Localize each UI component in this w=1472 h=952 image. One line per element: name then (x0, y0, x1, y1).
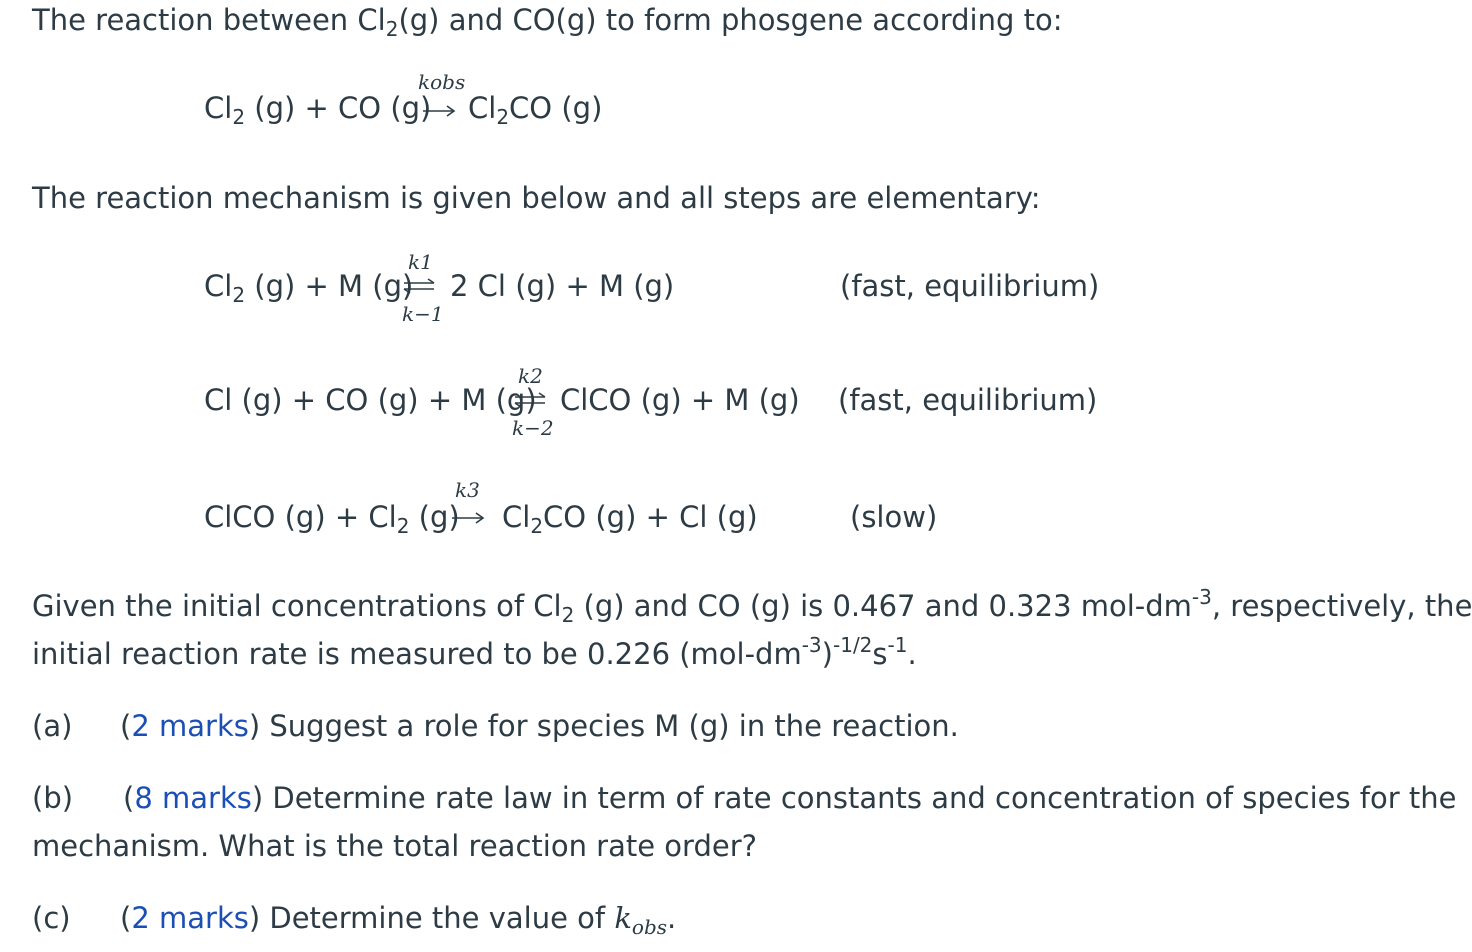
marks-badge: 2 marks (131, 709, 249, 743)
step1-right: 2 Cl (g) + M (g) (450, 269, 675, 303)
given-line-2: initial reaction rate is measured to be 0.226 $(mol-dm^{-3})^{-1/2}s^{-1}$. (32, 633, 917, 671)
step3-left: ClCO $(g) + Cl_2$ (g) (204, 500, 460, 538)
given-line-1: Given the initial concentrations of $Cl_2$ (g) and CO (g) is 0.467 and 0.323 mol-$dm^{-3}$, respectively, the (32, 585, 1472, 627)
step1-k-top: k1 (408, 250, 433, 274)
step2-right: ClCO (g) + M (g) (560, 383, 800, 417)
marks-badge: 2 marks (131, 901, 249, 935)
step1-note: (fast, equilibrium) (840, 269, 1100, 303)
step3-note: (slow) (850, 500, 938, 534)
step3-k-top: k3 (455, 478, 480, 502)
step2-note: (fast, equilibrium) (838, 383, 1098, 417)
question-c-text: (2 marks) Determine the value of $k_{obs}$. (120, 901, 677, 939)
step1-k-bottom: k−1 (402, 302, 444, 326)
question-a-text: (2 marks) Suggest a role for species M (g) in the reaction. (120, 709, 959, 743)
question-c-label: (c) (32, 901, 71, 935)
right-arrow-icon (422, 103, 456, 119)
step3-right: $Cl_2CO$ (g) + Cl (g) (502, 500, 758, 538)
step2-k-top: k2 (518, 364, 543, 388)
right-arrow-icon (451, 510, 485, 526)
equilibrium-arrow-icon (402, 278, 436, 294)
question-b-text: (8 marks) Determine rate law in term of rate constants and concentration of species for the (123, 781, 1457, 815)
step2-k-bottom: k−2 (512, 416, 554, 440)
question-b-label: (b) (32, 781, 74, 815)
question-b-text-line2: mechanism. What is the total reaction rate order? (32, 829, 758, 863)
step1-left: $Cl_2$ (g) + M (g) (204, 269, 414, 307)
kobs-label: kobs (418, 70, 466, 94)
mechanism-heading: The reaction mechanism is given below and all steps are elementary: (32, 181, 1041, 215)
step2-left: Cl (g) + CO (g) + M (g) (204, 383, 537, 417)
marks-badge: 8 marks (134, 781, 252, 815)
overall-reaction-left: $Cl_2$ (g) + CO (g) (204, 91, 432, 129)
equilibrium-arrow-icon (513, 392, 547, 408)
overall-reaction-right: $Cl_2CO$ (g) (468, 91, 603, 129)
intro-line: The reaction between $Cl_2(g)$ and CO(g) to form phosgene according to: (32, 3, 1063, 41)
question-a-label: (a) (32, 709, 73, 743)
